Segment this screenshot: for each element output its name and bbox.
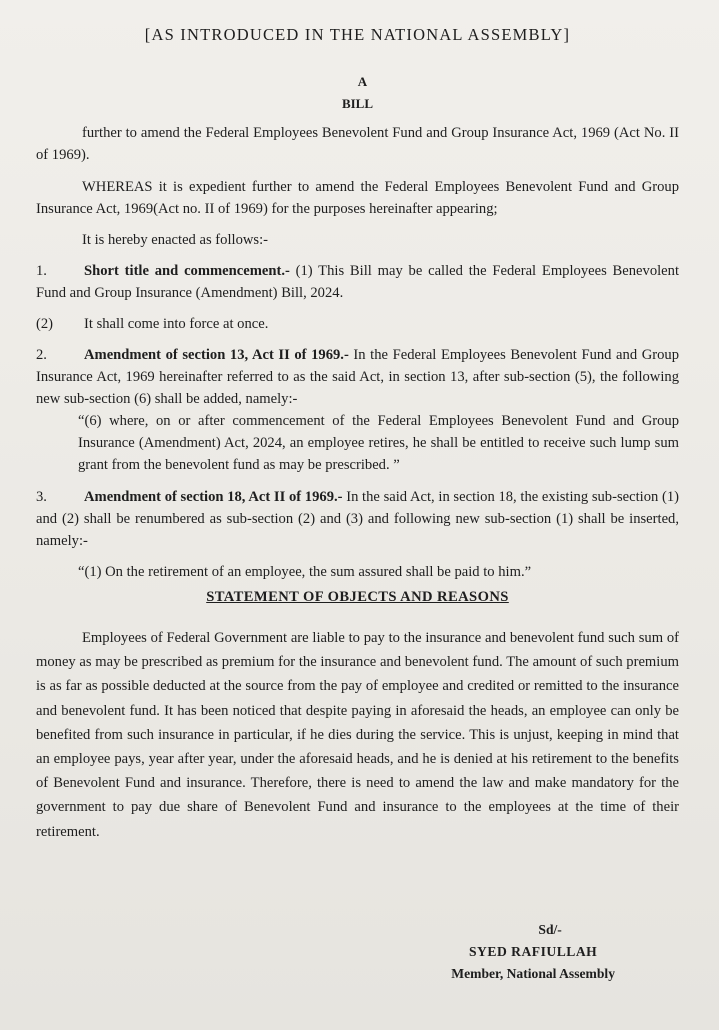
section-1-2-number: (2)	[36, 316, 54, 332]
section-2-number: 2.	[36, 347, 47, 363]
statement-title: STATEMENT OF OBJECTS AND REASONS	[206, 589, 509, 605]
section-2-text: In the Federal Employees Benevolent Fund and Group Insurance Act, 1969 hereinafter referred to as the said Act, in section 13, after sub-section (5), the following new sub-section (6) shall be added, namely:-	[36, 347, 680, 407]
enactment-formula: It is hereby enacted as follows:-	[82, 232, 269, 248]
section-3-title: Amendment of section 18, Act II of 1969.-	[84, 489, 343, 505]
document-header: [AS INTRODUCED IN THE NATIONAL ASSEMBLY]	[144, 25, 571, 44]
section-1-subsection-2	[36, 313, 679, 335]
statement-body: Employees of Federal Government are liable to pay to the insurance and benevolent fund such sum of money as may be prescribed as premium for the insurance and benevolent fund. The amount of such premium is as far as possible deducted at the source from the pay of employee and credited or remitted to the insurance and benevolent fund. It has been noticed that despite paying in aforesaid the heads, an employee can only be benefited from such insurance in particular, if he dies during the service. This is unjust, keeping in mind that an employee pays, year after year, under the aforesaid heads, and he is denied at his retirement to the benefits of Benevolent Fund and insurance. Therefore, there is need to amend the law and make mandatory for the government to pay due share of Benevolent Fund and insurance to the employees at the time of their retirement.	[36, 630, 679, 840]
section-3	[36, 486, 679, 552]
whereas-clause: WHEREAS it is expedient further to amend the Federal Employees Benevolent Fund and Group Insurance Act, 1969(Act no. II of 1969) for the purposes hereinafter appearing;	[36, 179, 679, 217]
section-1-text: (1) This Bill may be called the Federal Employees Benevolent Fund and Group Insurance (Amendment) Bill, 2024.	[36, 263, 680, 301]
section-3-number: 3.	[36, 489, 47, 505]
section-3-new-subsection-quote: “(1) On the retirement of an employee, the sum assured shall be paid to him.”	[78, 564, 532, 580]
bill-word: BILL	[341, 96, 374, 111]
section-1-title: Short title and commencement.-	[84, 263, 290, 279]
bill-preamble: further to amend the Federal Employees Benevolent Fund and Group Insurance Act, 1969 (Act No. II of 1969).	[36, 125, 679, 163]
section-2-new-subsection-quote: “(6) where, on or after commencement of the Federal Employees Benevolent Fund and Group Insurance (Amendment) Act, 2024, an employee retires, he shall be entitled to receive such lump sum grant from the benevolent fund as may be prescribed. ”	[78, 413, 679, 473]
signature-block	[451, 919, 615, 985]
section-2-title: Amendment of section 13, Act II of 1969.-	[84, 347, 349, 363]
bill-prefix: A	[357, 74, 368, 89]
section-3-text: In the said Act, in section 18, the existing sub-section (1) and (2) shall be renumbered as sub-section (2) and (3) and following new sub-section (1) shall be inserted, namely:-	[36, 489, 680, 549]
signatory-name: SYED RAFIULLAH	[469, 944, 598, 959]
section-1-2-text: It shall come into force at once.	[84, 316, 269, 332]
section-2	[36, 344, 679, 410]
signature-sd: Sd/-	[538, 922, 562, 937]
section-1	[36, 260, 679, 304]
section-1-number: 1.	[36, 263, 47, 279]
signatory-designation: Member, National Assembly	[451, 966, 615, 981]
